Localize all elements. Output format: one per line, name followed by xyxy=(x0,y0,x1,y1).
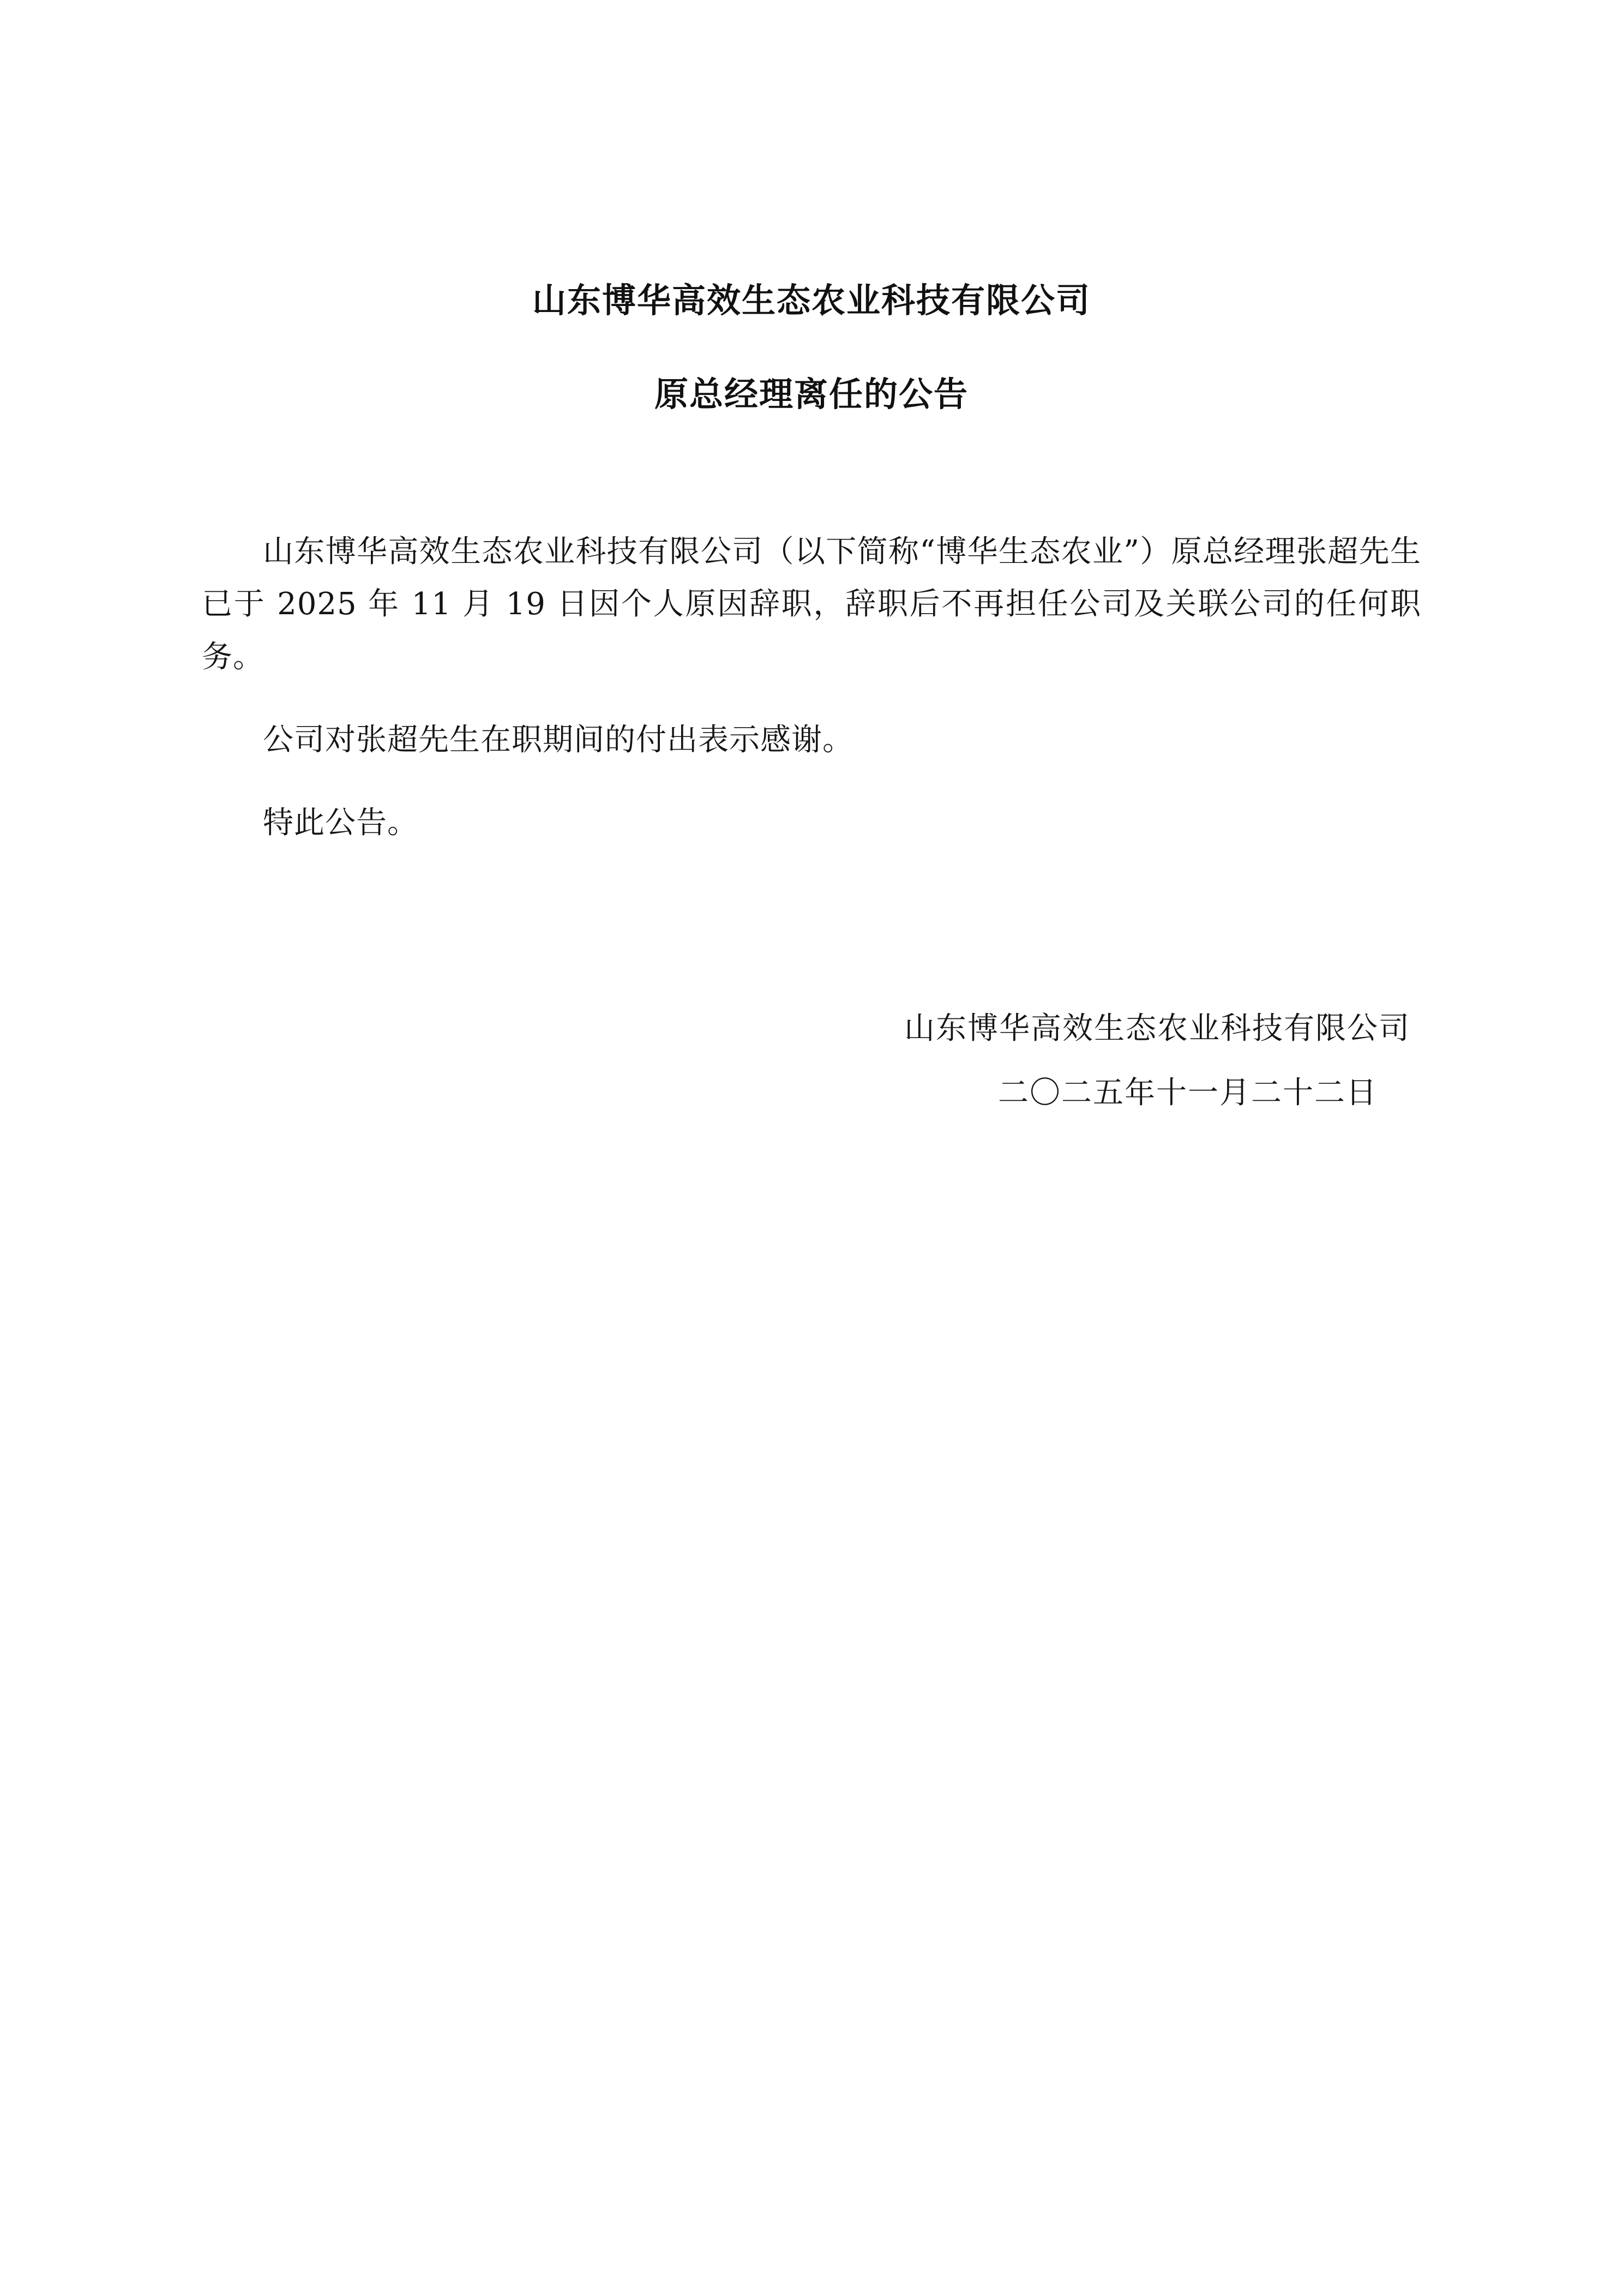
title-line-company: 山东博华高效生态农业科技有限公司 xyxy=(532,280,1091,320)
document-content xyxy=(202,0,1421,1119)
document-title xyxy=(202,280,1421,414)
body-paragraph: 特此公告。 xyxy=(263,805,418,841)
body-paragraph: 山东博华高效生态农业科技有限公司（以下简称“博华生态农业”）原总经理张超先生已于 2025 年 11 月 19 日因个人原因辞职，辞职后不再担任公司及关联公司的任何职务。 xyxy=(202,534,1421,675)
title-line-subject: 原总经理离任的公告 xyxy=(654,374,969,414)
body-paragraph: 公司对张超先生在职期间的付出表示感谢。 xyxy=(263,722,853,758)
signature-company: 山东博华高效生态农业科技有限公司 xyxy=(904,1010,1410,1046)
signature-block xyxy=(202,1003,1421,1120)
document-body xyxy=(202,526,1421,850)
signature-date: 二〇二五年十一月二十二日 xyxy=(998,1075,1378,1111)
